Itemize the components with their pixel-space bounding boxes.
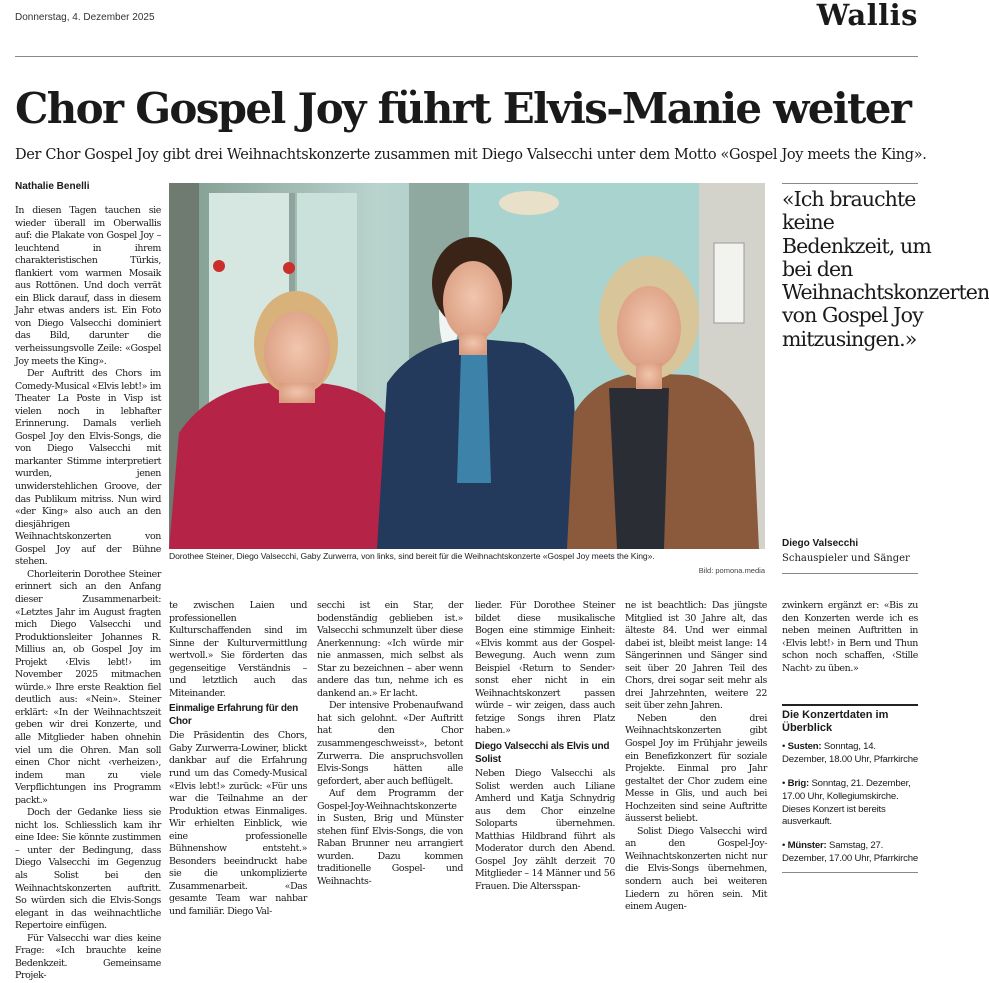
paragraph: zwinkern ergänzt er: «Bis zu den Konzerten werde ich es neben meinen Auftritten in ‹Elvis lebt!› in Bern und Thun schon noch schaffen, ‹Stille Nacht› zu üben.»: [782, 600, 918, 674]
concert-event: • Münster: Samstag, 27. Dezember, 17.00 Uhr, Pfarrkirche: [782, 840, 918, 864]
paragraph: Neben Diego Valsecchi als Solist werden auch Liliane Amherd und Katja Schnydrig aus dem Chor einzelne Soloparts übernehmen. Matthias Hildbrand führt als Moderator durch den Abend. Gospel Joy zählt derzeit 70 Mitglieder – 14 Männer und 56 Frauen. Die Altersspan-: [475, 768, 615, 892]
concert-event: • Susten: Sonntag, 14. Dezember, 18.00 Uhr, Pfarrkirche: [782, 741, 918, 765]
subheading: Einmalige Erfahrung für den Chor: [169, 703, 299, 727]
paragraph: Auf dem Programm der Gospel-Joy-Weihnachtskonzerte in Susten, Brig und Münster stehen fünf Elvis-Songs, die von Raban Brunner neu arrangiert wurden. Dazu kommen traditionelle Gospel- und Weihnachts-: [317, 788, 463, 888]
event-place: Susten:: [787, 741, 822, 752]
paragraph: Die Präsidentin des Chors, Gaby Zurwerra-Lowiner, blickt dankbar auf die Erfahrung rund um das Comedy-Musical «Elvis lebt!» zurück: «Für uns war die Teilnahme an der Produktion etwas Einmaliges. Wir erhielten Einblick, wie eine professionelle Bühnenshow entsteht.» Besonders beeindruckt habe sie die unkomplizierte Zusammenarbeit. «Das gesamte Team war nahbar und familiär. Diego Val-: [169, 730, 307, 918]
photo-caption: Dorothee Steiner, Diego Valsecchi, Gaby Zurwerra, von links, sind bereit für die Weihnachtskonzerte «Gospel Joy meets the King».: [169, 551, 655, 561]
paragraph: Neben den drei Weihnachtskonzerten gibt Gospel Joy im Frühjahr jeweils ein Benefizkonzert für soziale Projekte. Einmal pro Jahr gestaltet der Chor zudem eine Messe in Glis, und auch bei Hochzeiten sind seine Auftritte äusserst beliebt.: [625, 712, 767, 825]
concert-box-title: Die Konzertdaten im Überblick: [782, 709, 889, 734]
publication-date: Donnerstag, 4. Dezember 2025: [15, 12, 155, 23]
event-details: Samstag, 27. Dezember, 17.00 Uhr, Pfarrkirche: [782, 840, 918, 864]
column-4: [475, 600, 615, 892]
quote-name: Diego Valsecchi: [782, 538, 859, 549]
quote-role: Schauspieler und Sänger: [782, 553, 910, 564]
article-headline: Chor Gospel Joy führt Elvis-Manie weiter: [15, 84, 911, 133]
event-place: Brig:: [787, 778, 810, 789]
paragraph: Solist Diego Valsecchi wird an den Gospel-Joy-Weihnachtskonzerten nicht nur die Elvis-Songs übernehmen, sondern auch bei weiteren Liedern zu hören sein. Mit einem Augen-: [625, 825, 767, 913]
box-rule: [782, 704, 918, 706]
paragraph: ne ist beachtlich: Das jüngste Mitglied ist 30 Jahre alt, das älteste 84. Und wer einmal dabei ist, bleibt meist lange: 14 Sängerinnen und Sänger sind seit über 20 Jahren Teil des Chors, drei sogar seit mehr als drei Jahrzehnten, weitere 22 seit über zehn Jahren.: [625, 600, 767, 712]
paragraph: Der Auftritt des Chors im Comedy-Musical «Elvis lebt!» im Theater La Poste in Visp ist vielen noch in lebhafter Erinnerung. Damals verlieh Gospel Joy den Elvis-Songs, die von Diego Valsecchi mit markanter Stimme interpretiert wurden, jenen unwiderstehlichen Groove, der das Publikum mitriss. Nun wird «der King» also auch an den diesjährigen Weihnachtskonzerten von Gospel Joy auf der Bühne stehen.: [15, 368, 161, 568]
article-author: Nathalie Benelli: [15, 181, 90, 192]
quote-rule-top: [782, 183, 918, 184]
paragraph: Doch der Gedanke liess sie nicht los. Schliesslich kam ihr eine Idee: Sie könnte zustimmen – unter der Bedingung, dass Diego Valsecchi im Gegenzug als Solist bei den Weihnachtskonzerten auftritt. So würden sich die Elvis-Songs elegant in das weihnachtliche Repertoire einfügen.: [15, 807, 161, 932]
box-rule-bottom: [782, 872, 918, 873]
photo-credit: Bild: pomona.media: [698, 566, 765, 575]
event-details: Sonntag, 14. Dezember, 18.00 Uhr, Pfarrkirche: [782, 741, 918, 765]
column-5: [625, 600, 767, 913]
concert-event: • Brig: Sonntag, 21. Dezember, 17.00 Uhr, Kollegiumskirche. Dieses Konzert ist bereits ausverkauft.: [782, 778, 911, 828]
paragraph: Chorleiterin Dorothee Steiner erinnert sich an den Anfang dieser Zusammenarbeit: «Letztes Jahr im August fragten mich Diego Valsecchi und Produktionsleiter Johannes R. Millius an, ob Gospel Joy im Projekt ‹Elvis lebt!› im November 2025 mitmachen würde.» Ihre erste Reaktion fiel deutlich aus: «Nein». Steiner erklärt: «In der Weihnachtszeit geben wir drei Konzerte, und alle Mitglieder haben ohnehin viel um die Ohren. Man soll einen Chor nicht ‹verheizen›, indem man zu viele Verpflichtungen ins Programm packt.»: [15, 568, 161, 806]
article-lead: Der Chor Gospel Joy gibt drei Weihnachtskonzerte zusammen mit Diego Valsecchi unter dem Motto «Gospel Joy meets the King».: [15, 147, 927, 163]
column-2: [169, 600, 307, 918]
paragraph: Der intensive Probenaufwand hat sich gelohnt. «Der Auftritt hat den Chor zusammengeschweisst», betont Zurwerra. Die anspruchsvollen Elvis-Songs hätten alle gefordert, aber auch beflügelt.: [317, 700, 463, 787]
event-details: Sonntag, 21. Dezember, 17.00 Uhr, Kollegiumskirche. Dieses Konzert ist bereits ausverkauft.: [782, 778, 911, 828]
event-place: Münster:: [787, 840, 827, 851]
column-6: [782, 600, 918, 680]
paragraph: Für Valsecchi war dies keine Frage: «Ich brauchte keine Bedenkzeit. Gemeinsame Projek-: [15, 932, 161, 982]
header-rule: [15, 56, 918, 57]
paragraph: secchi ist ein Star, der bodenständig geblieben ist.» Valsecchi schmunzelt über diese Anerkennung: «Ich würde mir nie anmassen, mich selbst als Star zu bezeichnen – aber wenn andere das tun, nehme ich es dankend an.» Er lacht.: [317, 600, 463, 699]
pull-quote: «Ich brauchte keine Bedenkzeit, um bei den Weihnachtskonzerten von Gospel Joy mitzusingen.»: [782, 187, 989, 351]
paragraph: In diesen Tagen tauchen sie wieder überall im Oberwallis auf: die Plakate von Gospel Joy – leuchtend in ihrem charakteristischen Türkis, flankiert vom warmen Mosaik aus Rottönen. Und doch verrät ein Blick darauf, dass in diesem Jahr etwas anders ist. Ein Foto von Diego Valsecchi dominiert das Bild, darunter die verheissungsvolle Zeile: «Gospel Joy meets the King».: [15, 205, 161, 367]
article-photo: [169, 183, 765, 549]
photo-illustration: [169, 183, 765, 549]
column-3: [317, 600, 463, 888]
paragraph: te zwischen Laien und professionellen Kulturschaffenden sind im Sinne der Kulturvermittlung wertvoll.» Sie förderten das gegenseitige Verständnis – und letztlich auch das Miteinander.: [169, 600, 307, 699]
paragraph: lieder. Für Dorothee Steiner bildet diese musikalische Bogen eine stimmige Einheit: «Elvis kommt aus der Gospel-Bewegung. Auch wenn zum Beispiel ‹Return to Sender› sonst eher nicht in ein Weihnachtskonzert passen würde – wir zeigen, dass auch fetzige Songs ihren Platz haben.»: [475, 600, 615, 737]
section-title: Wallis: [816, 0, 918, 32]
quote-rule-bottom: [782, 573, 918, 574]
column-1: [15, 205, 161, 982]
subheading: Diego Valsecchi als Elvis und Solist: [475, 741, 610, 765]
